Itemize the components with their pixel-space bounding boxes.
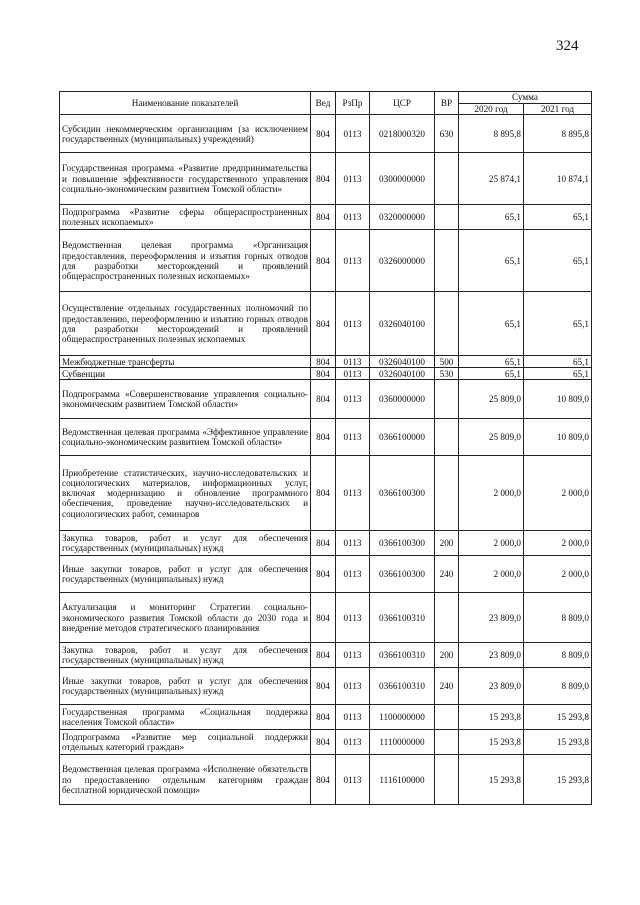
cell-csr: 0300000000 [370, 153, 435, 205]
cell-ved: 804 [311, 456, 336, 531]
cell-2021: 8 809,0 [524, 593, 592, 643]
cell-csr: 0326040100 [370, 292, 435, 356]
cell-2020: 23 809,0 [459, 668, 524, 705]
cell-csr: 1110000000 [370, 730, 435, 755]
cell-name: Ведомственная целевая программа «Организация предоставления, переоформления и изъятия горных отводов для разработки месторождений и проявлений общераспространенных полезных ископаемых» [60, 230, 311, 292]
table-row [60, 730, 592, 755]
cell-vr: 240 [435, 556, 459, 593]
cell-2020: 2 000,0 [459, 456, 524, 531]
budget-table [59, 91, 592, 805]
cell-2020: 15 293,8 [459, 755, 524, 805]
cell-rzpr: 0113 [336, 593, 370, 643]
cell-vr [435, 456, 459, 531]
header-sum: Сумма [459, 92, 592, 104]
cell-csr: 0366100300 [370, 556, 435, 593]
header-rzpr: РзПр [336, 92, 370, 115]
cell-csr: 0366100310 [370, 643, 435, 668]
cell-vr [435, 755, 459, 805]
cell-csr: 0366100310 [370, 593, 435, 643]
table-row [60, 115, 592, 153]
cell-rzpr: 0113 [336, 668, 370, 705]
cell-rzpr: 0113 [336, 356, 370, 368]
cell-rzpr: 0113 [336, 705, 370, 730]
cell-vr: 200 [435, 531, 459, 556]
cell-name: Актуализация и мониторинг Стратегии социально-экономического развития Томской области до 2030 года и внедрение методов стратегического планирования [60, 593, 311, 643]
cell-2021: 65,1 [524, 205, 592, 230]
cell-name: Государственная программа «Развитие предпринимательства и повышение эффективности государственного управления социально-экономическим развитием Томской области» [60, 153, 311, 205]
cell-2021: 15 293,8 [524, 705, 592, 730]
header-ved: Вед [311, 92, 336, 115]
cell-rzpr: 0113 [336, 730, 370, 755]
cell-name: Подпрограмма «Совершенствование управления социально-экономическим развитием Томской области» [60, 380, 311, 419]
cell-2021: 2 000,0 [524, 531, 592, 556]
cell-ved: 804 [311, 531, 336, 556]
cell-csr: 0366100310 [370, 668, 435, 705]
cell-rzpr: 0113 [336, 419, 370, 456]
cell-rzpr: 0113 [336, 115, 370, 153]
cell-ved: 804 [311, 230, 336, 292]
cell-2021: 10 809,0 [524, 419, 592, 456]
cell-2020: 2 000,0 [459, 556, 524, 593]
cell-vr: 200 [435, 643, 459, 668]
cell-rzpr: 0113 [336, 230, 370, 292]
cell-csr: 0360000000 [370, 380, 435, 419]
cell-ved: 804 [311, 668, 336, 705]
cell-vr [435, 730, 459, 755]
cell-vr [435, 705, 459, 730]
cell-name: Закупка товаров, работ и услуг для обеспечения государственных (муниципальных) нужд [60, 531, 311, 556]
cell-2021: 65,1 [524, 356, 592, 368]
cell-rzpr: 0113 [336, 205, 370, 230]
cell-ved: 804 [311, 419, 336, 456]
cell-ved: 804 [311, 556, 336, 593]
cell-vr [435, 419, 459, 456]
cell-2021: 65,1 [524, 292, 592, 356]
cell-2021: 15 293,8 [524, 730, 592, 755]
cell-rzpr: 0113 [336, 556, 370, 593]
cell-csr: 0320000000 [370, 205, 435, 230]
cell-name: Осуществление отдельных государственных полномочий по предоставлению, переоформлению и изъятию горных отводов для разработки месторождений и проявлений общераспространенных полезных ископаемых [60, 292, 311, 356]
cell-vr: 240 [435, 668, 459, 705]
cell-2020: 25 809,0 [459, 419, 524, 456]
cell-2020: 15 293,8 [459, 730, 524, 755]
table-row [60, 456, 592, 531]
cell-2021: 10 809,0 [524, 380, 592, 419]
cell-2021: 10 874,1 [524, 153, 592, 205]
cell-2021: 65,1 [524, 230, 592, 292]
cell-name: Государственная программа «Социальная поддержка населения Томской области» [60, 705, 311, 730]
cell-ved: 804 [311, 292, 336, 356]
table-row [60, 556, 592, 593]
table-row [60, 230, 592, 292]
cell-name: Закупка товаров, работ и услуг для обеспечения государственных (муниципальных) нужд [60, 643, 311, 668]
table-row [60, 668, 592, 705]
table-row [60, 593, 592, 643]
cell-ved: 804 [311, 380, 336, 419]
cell-rzpr: 0113 [336, 380, 370, 419]
cell-2020: 2 000,0 [459, 531, 524, 556]
cell-vr [435, 153, 459, 205]
table-row [60, 153, 592, 205]
cell-2021: 2 000,0 [524, 456, 592, 531]
cell-ved: 804 [311, 115, 336, 153]
cell-2020: 25 874,1 [459, 153, 524, 205]
cell-ved: 804 [311, 705, 336, 730]
cell-csr: 0366100300 [370, 456, 435, 531]
cell-csr: 1116100000 [370, 755, 435, 805]
cell-vr [435, 292, 459, 356]
cell-vr [435, 380, 459, 419]
cell-name: Ведомственная целевая программа «Эффективное управление социально-экономическим развитием Томской области» [60, 419, 311, 456]
cell-ved: 804 [311, 643, 336, 668]
cell-name: Межбюджетные трансферты [60, 356, 311, 368]
header-name: Наименование показателей [60, 92, 311, 115]
cell-vr: 630 [435, 115, 459, 153]
cell-ved: 804 [311, 755, 336, 805]
cell-rzpr: 0113 [336, 292, 370, 356]
table-row [60, 755, 592, 805]
table-row [60, 643, 592, 668]
cell-vr [435, 205, 459, 230]
table-row [60, 292, 592, 356]
cell-ved: 804 [311, 205, 336, 230]
cell-csr: 0366100300 [370, 531, 435, 556]
cell-2021: 8 895,8 [524, 115, 592, 153]
cell-csr: 0218000320 [370, 115, 435, 153]
cell-2020: 15 293,8 [459, 705, 524, 730]
cell-name: Подпрограмма «Развитие мер социальной поддержки отдельных категорий граждан» [60, 730, 311, 755]
cell-2020: 65,1 [459, 292, 524, 356]
cell-2021: 65,1 [524, 368, 592, 380]
cell-name: Субвенции [60, 368, 311, 380]
table-row [60, 205, 592, 230]
cell-rzpr: 0113 [336, 153, 370, 205]
cell-2021: 15 293,8 [524, 755, 592, 805]
cell-ved: 804 [311, 368, 336, 380]
cell-2020: 65,1 [459, 205, 524, 230]
cell-name: Ведомственная целевая программа «Исполнение обязательств по предоставлению отдельным категориям граждан бесплатной юридической помощи» [60, 755, 311, 805]
cell-2021: 2 000,0 [524, 556, 592, 593]
cell-2020: 65,1 [459, 356, 524, 368]
header-vr: ВР [435, 92, 459, 115]
cell-rzpr: 0113 [336, 368, 370, 380]
cell-name: Иные закупки товаров, работ и услуг для обеспечения государственных (муниципальных) нужд [60, 556, 311, 593]
cell-csr: 0326000000 [370, 230, 435, 292]
cell-rzpr: 0113 [336, 755, 370, 805]
cell-2020: 23 809,0 [459, 643, 524, 668]
cell-name: Подпрограмма «Развитие сферы общераспространенных полезных ископаемых» [60, 205, 311, 230]
header-2021: 2021 год [524, 104, 592, 115]
table-row [60, 531, 592, 556]
cell-name: Субсидии некоммерческим организациям (за исключением государственных (муниципальных) учреждений) [60, 115, 311, 153]
cell-rzpr: 0113 [336, 531, 370, 556]
cell-vr: 530 [435, 368, 459, 380]
cell-csr: 0366100000 [370, 419, 435, 456]
cell-2021: 8 809,0 [524, 643, 592, 668]
table-row [60, 705, 592, 730]
cell-2020: 25 809,0 [459, 380, 524, 419]
table-row [60, 356, 592, 368]
cell-csr: 1100000000 [370, 705, 435, 730]
header-csr: ЦСР [370, 92, 435, 115]
cell-csr: 0326040100 [370, 368, 435, 380]
cell-rzpr: 0113 [336, 643, 370, 668]
cell-2020: 8 895,8 [459, 115, 524, 153]
cell-rzpr: 0113 [336, 456, 370, 531]
cell-ved: 804 [311, 593, 336, 643]
page-number: 324 [556, 38, 579, 54]
table-row [60, 368, 592, 380]
cell-ved: 804 [311, 730, 336, 755]
cell-2020: 65,1 [459, 230, 524, 292]
cell-2020: 65,1 [459, 368, 524, 380]
cell-ved: 804 [311, 356, 336, 368]
header-2020: 2020 год [459, 104, 524, 115]
cell-vr [435, 230, 459, 292]
cell-name: Иные закупки товаров, работ и услуг для обеспечения государственных (муниципальных) нужд [60, 668, 311, 705]
cell-2020: 23 809,0 [459, 593, 524, 643]
cell-2021: 8 809,0 [524, 668, 592, 705]
cell-vr: 500 [435, 356, 459, 368]
table-row [60, 380, 592, 419]
cell-vr [435, 593, 459, 643]
table-body [60, 115, 592, 805]
cell-name: Приобретение статистических, научно-исследовательских и социологических материалов, информационных услуг, включая модернизацию и обновление программного обеспечения, проведение научно-исследовательских и социологических работ, семинаров [60, 456, 311, 531]
cell-ved: 804 [311, 153, 336, 205]
table-row [60, 419, 592, 456]
cell-csr: 0326040100 [370, 356, 435, 368]
